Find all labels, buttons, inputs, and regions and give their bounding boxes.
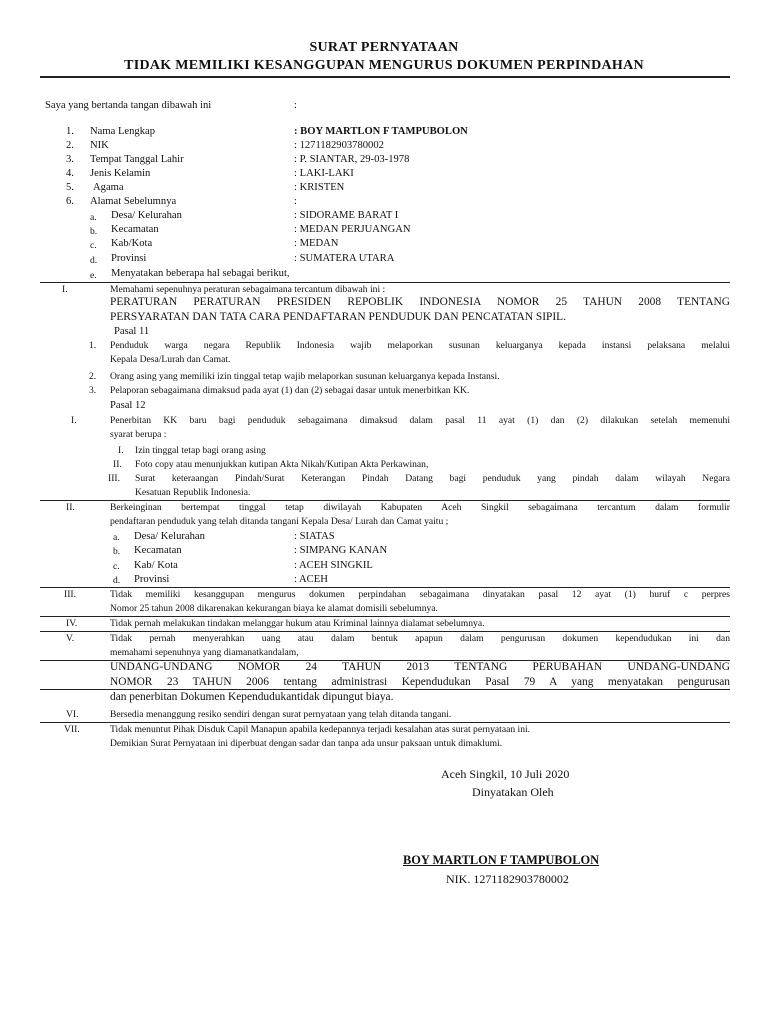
identity-label: NIK xyxy=(90,140,109,151)
section-number: III. xyxy=(64,589,76,600)
section-number: IV. xyxy=(66,618,78,629)
identity-number: 5. xyxy=(66,182,74,193)
section-number: V. xyxy=(66,633,75,644)
address-letter: c. xyxy=(113,561,120,572)
address-label: Kecamatan xyxy=(111,224,159,235)
divider xyxy=(40,616,730,617)
address-letter: b. xyxy=(90,226,98,237)
address-label: Provinsi xyxy=(134,574,170,585)
address-value: : MEDAN xyxy=(294,238,339,249)
address-label: Menyatakan beberapa hal sebagai berikut, xyxy=(111,268,290,279)
identity-label: Agama xyxy=(93,182,124,193)
address-label: Provinsi xyxy=(111,253,147,264)
list-number: I. xyxy=(118,445,124,456)
address-label: Kab/Kota xyxy=(111,238,153,249)
law-citation: dan penerbitan Dokumen Kependudukantidak dipungut biaya. xyxy=(110,691,394,703)
section-number: VI. xyxy=(66,709,79,720)
section-text: pendaftaran penduduk yang telah ditanda tangani Kepala Desa/ Lurah dan Camat yaitu ; xyxy=(110,516,449,527)
identity-value: : P. SIANTAR, 29-03-1978 xyxy=(294,154,410,165)
pasal-heading: Pasal 12 xyxy=(110,400,146,411)
address-letter: d. xyxy=(113,575,121,586)
identity-label: Jenis Kelamin xyxy=(90,168,151,179)
identity-value: : KRISTEN xyxy=(294,182,345,193)
identity-number: 6. xyxy=(66,196,74,207)
divider xyxy=(40,689,730,690)
pasal-heading: Pasal 11 xyxy=(114,326,150,337)
document-subtitle: TIDAK MEMILIKI KESANGGUPAN MENGURUS DOKUMEN PERPINDAHAN xyxy=(124,58,644,73)
address-value: : ACEH xyxy=(294,574,328,585)
address-letter: a. xyxy=(113,532,120,543)
document-title: SURAT PERNYATAAN xyxy=(309,40,459,55)
law-citation: NOMOR 23 TAHUN 2006 tentang administrasi Kependudukan Pasal 79 A yang menyatakan pengurusan xyxy=(110,676,730,688)
list-text: Penerbitan KK baru bagi penduduk sebagaimana dimaksud dalam pasal 11 ayat (1) dan (2) dilakukan setelah memenuhi xyxy=(110,415,730,426)
title-divider xyxy=(40,76,730,78)
list-text: Orang asing yang memiliki izin tinggal tetap wajib melaporkan susunan keluarganya kepada Instansi. xyxy=(110,371,500,382)
section-number: II. xyxy=(66,502,75,513)
section-text: Tidak memiliki kesanggupan mengurus dokumen perpindahan sebagaimana dinyatakan pasal 12 ayat (1) huruf c perpres xyxy=(110,589,730,600)
address-label: Desa/ Kelurahan xyxy=(111,210,182,221)
address-letter: c. xyxy=(90,240,97,251)
address-label: Kab/ Kota xyxy=(134,560,178,571)
identity-number: 4. xyxy=(66,168,74,179)
section-lead: Memahami sepenuhnya peraturan sebagaimana tercantum dibawah ini : xyxy=(110,284,386,295)
address-value: : ACEH SINGKIL xyxy=(294,560,373,571)
signatory-name: BOY MARTLON F TAMPUBOLON xyxy=(403,853,600,867)
regulation-title: PERSYARATAN DAN TATA CARA PENDAFTARAN PENDUDUK DAN PENCATATAN SIPIL. xyxy=(110,311,566,323)
address-label: Desa/ Kelurahan xyxy=(134,531,205,542)
divider xyxy=(40,587,730,588)
closing-statement: Demikian Surat Pernyataan ini diperbuat dengan sadar dan tanpa ada unsur paksaan untuk dimaklumi. xyxy=(110,738,503,749)
list-text: Izin tinggal tetap bagi orang asing xyxy=(135,445,266,456)
list-number: II. xyxy=(113,459,122,470)
identity-label: Alamat Sebelumnya xyxy=(90,196,177,207)
list-number: 2. xyxy=(89,371,97,382)
place-date: Aceh Singkil, 10 Juli 2020 xyxy=(441,767,570,781)
address-letter: a. xyxy=(90,212,97,223)
address-value: : MEDAN PERJUANGAN xyxy=(294,224,411,235)
identity-number: 2. xyxy=(66,140,74,151)
identity-value: : xyxy=(294,196,297,207)
section-text: Berkeinginan bertempat tinggal tetap diwilayah Kabupaten Aceh Singkil sebagaimana tercantum dalam formulir xyxy=(110,502,730,513)
declared-by: Dinyatakan Oleh xyxy=(472,785,554,799)
identity-value: : LAKI-LAKI xyxy=(294,168,354,179)
section-text: Tidak pernah melakukan tindakan melanggar hukum atau Kriminal lainnya dialamat sebelumnya. xyxy=(110,618,485,629)
intro-label: Saya yang bertanda tangan dibawah ini xyxy=(45,100,212,111)
identity-number: 1. xyxy=(66,126,74,137)
list-text: Pelaporan sebagaimana dimaksud pada ayat (1) dan (2) sebagai dasar untuk menerbitkan KK. xyxy=(110,385,470,396)
address-label: Kecamatan xyxy=(134,545,182,556)
address-value: : SIMPANG KANAN xyxy=(294,545,388,556)
identity-label: Tempat Tanggal Lahir xyxy=(90,154,184,165)
address-letter: e. xyxy=(90,270,97,281)
divider xyxy=(40,722,730,723)
divider xyxy=(40,631,730,632)
address-value: : SIATAS xyxy=(294,531,335,542)
section-text: Tidak menuntut Pihak Disduk Capil Manapun apabila kedepannya terjadi kesalahan atas surat pernyataan ini. xyxy=(110,724,531,735)
identity-value: : BOY MARTLON F TAMPUBOLON xyxy=(294,126,468,137)
list-text: Kepala Desa/Lurah dan Camat. xyxy=(110,354,231,365)
section-text: memahami sepenuhnya yang diamanatkandalam, xyxy=(110,647,299,658)
list-text: Kesatuan Republik Indonesia. xyxy=(135,487,251,498)
list-text: syarat berupa : xyxy=(110,429,167,440)
section-text: Tidak pernah menyerahkan uang atau dalam bentuk apapun dalam pengurusan dokumen kependudukan ini dan xyxy=(110,633,730,644)
address-value: : SIDORAME BARAT I xyxy=(294,210,399,221)
address-letter: b. xyxy=(113,546,121,557)
list-number: III. xyxy=(108,473,120,484)
address-value: : SUMATERA UTARA xyxy=(294,253,395,264)
intro-colon: : xyxy=(294,100,297,111)
section-number: I. xyxy=(62,284,68,295)
section-text: Nomor 25 tahun 2008 dikarenakan kekurangan biaya ke alamat domisili sebelumnya. xyxy=(110,603,438,614)
identity-value: : 1271182903780002 xyxy=(294,140,384,151)
identity-label: Nama Lengkap xyxy=(90,126,156,137)
divider xyxy=(40,500,730,501)
law-citation: UNDANG-UNDANG NOMOR 24 TAHUN 2013 TENTANG PERUBAHAN UNDANG-UNDANG xyxy=(110,661,730,673)
list-text: Penduduk warga negara Republik Indonesia wajib melaporkan susunan keluarganya kepada instansi pelaksana melalui xyxy=(110,340,730,351)
divider xyxy=(40,282,730,283)
signatory-nik: NIK. 1271182903780002 xyxy=(446,872,569,886)
section-number: VII. xyxy=(64,724,80,735)
address-letter: d. xyxy=(90,255,98,266)
regulation-title: PERATURAN PERATURAN PRESIDEN REPOBLIK INDONESIA NOMOR 25 TAHUN 2008 TENTANG xyxy=(110,296,730,308)
list-text: Foto copy atau menunjukkan kutipan Akta Nikah/Kutipan Akta Perkawinan, xyxy=(135,459,429,470)
list-number: 1. xyxy=(89,340,97,351)
list-number: I. xyxy=(71,415,77,426)
list-text: Surat keteraangan Pindah/Surat Keterangan Pindah Datang bagi penduduk yang pindah dalam wilayah Negara xyxy=(135,473,730,484)
section-text: Bersedia menanggung resiko sendiri dengan surat pernyataan yang telah ditanda tangani. xyxy=(110,709,452,720)
identity-number: 3. xyxy=(66,154,74,165)
list-number: 3. xyxy=(89,385,97,396)
